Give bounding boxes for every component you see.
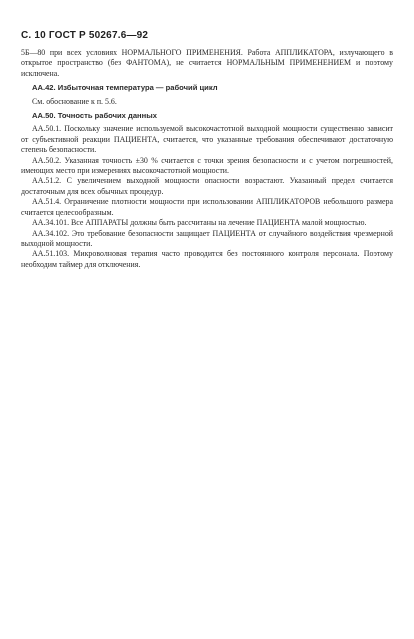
paragraph-aa34-102: АА.34.102. Это требование безопасности защищает ПАЦИЕНТА от случайного воздействия чрезмерной выходной мощности.: [21, 228, 393, 248]
document-body: [21, 48, 393, 270]
paragraph-continuation: 5Б—80 при всех условиях НОРМАЛЬНОГО ПРИМЕНЕНИЯ. Работа АППЛИКАТОРА, излучающего в открытое пространство (без ФАНТОМА), не считается НОРМАЛЬНЫМ ПРИМЕНЕНИЕМ и поэтому исключена.: [21, 48, 393, 78]
paragraph-aa42: См. обоснование к п. 5.6.: [32, 96, 117, 106]
paragraph-aa34-101: АА.34.101. Все АППАРАТЫ должны быть рассчитаны на лечение ПАЦИЕНТА малой мощностью.: [32, 218, 367, 228]
section-heading-aa42: АА.42. Избыточная температура — рабочий цикл: [32, 83, 218, 93]
paragraph-aa51-2: АА.51.2. С увеличением выходной мощности опасности возрастают. Указанный предел считается достаточным для всех обычных процедур.: [21, 176, 393, 196]
paragraph-aa50-2: АА.50.2. Указанная точность ±30 % считается с точки зрения безопасности и с учетом погрешностей, имеющих место при измерениях высокочастотной мощности.: [21, 155, 393, 176]
page-header: С. 10 ГОСТ Р 50267.6—92: [21, 30, 149, 41]
paragraph-aa51-103: АА.51.103. Микроволновая терапия часто проводится без постоянного контроля персонала. Поэтому необходим таймер для отключения.: [21, 249, 393, 269]
section-heading-aa50: АА.50. Точность рабочих данных: [32, 111, 157, 121]
paragraph-aa51-4: АА.51.4. Ограничение плотности мощности при использовании АППЛИКАТОРОВ небольшого размера считается целесообразным.: [21, 197, 393, 217]
paragraph-aa50-1: АА.50.1. Поскольку значение используемой высокочастотной выходной мощности существенно зависит от субъективной реакции ПАЦИЕНТА, считается, что указанные требования обеспечивают достаточную степень безопасности.: [21, 124, 393, 155]
